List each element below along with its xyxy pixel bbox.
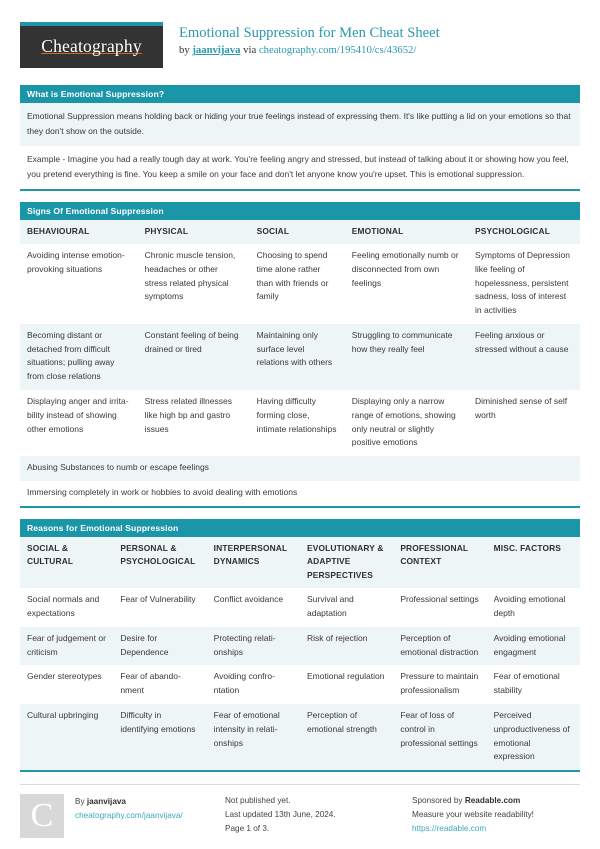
- table-row: [20, 627, 580, 666]
- table-cell: Fear of Vulnerability: [113, 588, 206, 627]
- section-card-signs: [20, 202, 580, 508]
- page-footer: [20, 784, 580, 838]
- section-title-reasons: Reasons for Emotional Suppression: [20, 519, 580, 537]
- column-header: PERSONAL & PSYCHOLOGICAL: [113, 537, 206, 589]
- table-cell: Avoiding intense emotion-provoking situations: [20, 244, 138, 324]
- column-header: EVOLUTIONARY & ADAPTIVE PERSPECTIVES: [300, 537, 393, 589]
- last-updated: Last updated 13th June, 2024.: [225, 809, 336, 819]
- footer-sponsor-column: [412, 784, 580, 838]
- footer-by-label: By: [75, 797, 87, 807]
- section-card-reasons: [20, 519, 580, 772]
- table-signs: [20, 220, 580, 506]
- footer-author-url[interactable]: cheatography.com/jaanvijava/: [75, 810, 183, 820]
- column-header: BEHAVIOURAL: [20, 220, 138, 245]
- table-cell: Fear of judgement or criticism: [20, 627, 113, 666]
- title-block: [163, 22, 580, 58]
- table-cell: Feeling emotionally numb or disconnected from own feelings: [345, 244, 468, 324]
- table-cell: Fear of abandonment: [113, 665, 206, 704]
- table-header-row: [20, 220, 580, 245]
- publish-status: Not published yet.: [225, 796, 291, 806]
- footer-author-meta: [75, 794, 183, 838]
- table-header-row: [20, 537, 580, 589]
- column-header: EMOTIONAL: [345, 220, 468, 245]
- table-cell: Fear of emotional stability: [487, 665, 580, 704]
- table-cell: Avoiding emotional depth: [487, 588, 580, 627]
- column-header: PROFESSIONAL CONTEXT: [393, 537, 486, 589]
- table-cell: Fear of emotional intensity in relationships: [207, 704, 300, 770]
- table-cell: Protecting relationships: [207, 627, 300, 666]
- table-cell: Perceived unproductiveness of emotional expression: [487, 704, 580, 770]
- table-cell: Maintaining only surface level relations with others: [250, 324, 345, 390]
- section-title-what-is: What is Emotional Suppression?: [20, 85, 580, 103]
- column-header: MISC. FACTORS: [487, 537, 580, 589]
- table-cell: Perception of emotional strength: [300, 704, 393, 770]
- logo-wordmark: Cheatography: [41, 36, 142, 56]
- table-cell: Displaying anger and irritability instead of showing other emotions: [20, 390, 138, 456]
- byline-prefix: by: [179, 44, 193, 57]
- table-cell: Survival and adaptation: [300, 588, 393, 627]
- table-cell: Fear of loss of control in professional settings: [393, 704, 486, 770]
- sponsor-tagline: Measure your website readability!: [412, 809, 534, 819]
- table-cell: Symptoms of Depression like feeling of hopelessness, persistent sadness, loss of interest in activities: [468, 244, 580, 324]
- column-header: PHYSICAL: [138, 220, 250, 245]
- table-cell: Risk of rejection: [300, 627, 393, 666]
- source-url-link[interactable]: cheatography.com/195410/cs/43652/: [258, 44, 417, 57]
- table-cell: Difficulty in identifying emotions: [113, 704, 206, 770]
- byline-via: via: [240, 44, 259, 57]
- table-cell: Feeling anxious or stressed without a cause: [468, 324, 580, 390]
- section-title-signs: Signs Of Emotional Suppression: [20, 202, 580, 220]
- table-cell: Choosing to spend time alone rather than with friends or family: [250, 244, 345, 324]
- table-cell: Perception of emotional distraction: [393, 627, 486, 666]
- cheatography-logo[interactable]: [20, 22, 163, 68]
- page-header: [20, 22, 580, 74]
- table-cell: Constant feeling of being drained or tired: [138, 324, 250, 390]
- paragraph-row: Emotional Suppression means holding back or hiding your true feelings instead of expressing them. It's like putting a lid on your emotions so that they don't show on the outside.: [20, 103, 580, 146]
- column-header: SOCIAL: [250, 220, 345, 245]
- table-cell: Chronic muscle tension, headaches or other stress related physical symptoms: [138, 244, 250, 324]
- table-cell: Pressure to maintain professionalism: [393, 665, 486, 704]
- table-row: [20, 390, 580, 456]
- table-row: [20, 665, 580, 704]
- author-link[interactable]: jaanvijava: [192, 44, 241, 57]
- footer-author-name: jaanvijava: [86, 797, 126, 807]
- table-cell: Abusing Substances to numb or escape feelings: [20, 456, 580, 481]
- table-cell: Avoiding confrontation: [207, 665, 300, 704]
- footer-by-line: [75, 795, 183, 809]
- footer-publish-column: [225, 784, 412, 838]
- table-row: [20, 244, 580, 324]
- table-cell: Conflict avoidance: [207, 588, 300, 627]
- table-cell: Cultural upbringing: [20, 704, 113, 770]
- table-cell: Struggling to communicate how they really feel: [345, 324, 468, 390]
- byline: [179, 44, 580, 58]
- table-cell: Social normals and expectations: [20, 588, 113, 627]
- table-cell: Immersing completely in work or hobbies to avoid dealing with emotions: [20, 481, 580, 506]
- table-cell: Emotional regulation: [300, 665, 393, 704]
- sponsor-name: Readable.com: [464, 796, 521, 806]
- sponsor-url[interactable]: https://readable.com: [412, 823, 487, 833]
- column-header: INTERPERSONAL DYNAMICS: [207, 537, 300, 589]
- footer-author-column: [20, 784, 225, 838]
- paragraph-row: Example - Imagine you had a really tough day at work. You're feeling angry and stressed, but instead of talking about it or showing how you feel, you pretend everything is fine. You keep a smile on your face and don't let anyone know you're upset. This is emotional suppression.: [20, 146, 580, 189]
- table-reasons: [20, 537, 580, 770]
- column-header: SOCIAL & CULTURAL: [20, 537, 113, 589]
- page-title: Emotional Suppression for Men Cheat Sheet: [179, 25, 440, 41]
- table-cell: Having difficulty forming close, intimate relationships: [250, 390, 345, 456]
- sponsor-line: [412, 794, 580, 808]
- table-cell: Gender stereotypes: [20, 665, 113, 704]
- table-row: [20, 324, 580, 390]
- sections-container: [20, 85, 580, 772]
- section-card-what-is: [20, 85, 580, 191]
- page-number: Page 1 of 3.: [225, 823, 270, 833]
- table-row: [20, 704, 580, 770]
- table-row: [20, 588, 580, 627]
- table-row-full-width: [20, 481, 580, 506]
- table-row-full-width: [20, 456, 580, 481]
- table-cell: Avoiding emotional engagment: [487, 627, 580, 666]
- table-cell: Stress related illnesses like high bp and gastro issues: [138, 390, 250, 456]
- table-cell: Professional settings: [393, 588, 486, 627]
- avatar: C: [20, 794, 64, 838]
- table-cell: Displaying only a narrow range of emotions, showing only neutral or slightly positive emotions: [345, 390, 468, 456]
- table-cell: Becoming distant or detached from difficult situations; pulling away from close relations: [20, 324, 138, 390]
- table-cell: Desire for Dependence: [113, 627, 206, 666]
- column-header: PSYCHOLOGICAL: [468, 220, 580, 245]
- table-cell: Diminished sense of self worth: [468, 390, 580, 456]
- sponsor-prefix: Sponsored by: [412, 796, 465, 806]
